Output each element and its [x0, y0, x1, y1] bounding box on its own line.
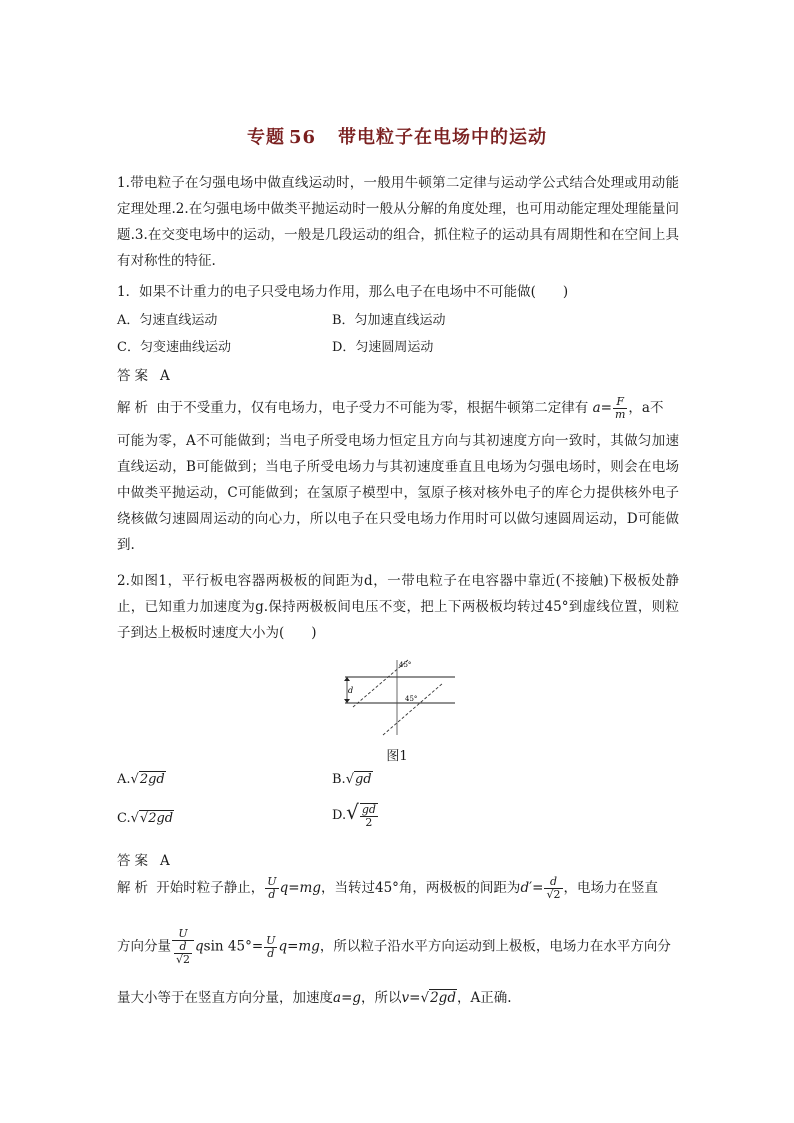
q2-analysis-label: 解析: [117, 880, 152, 896]
q2-analysis-a1: 开始时粒子静止，: [156, 880, 265, 896]
q2-analysis-line1: 解析 开始时粒子静止， $\frac{U}{d}$ q=mg，当转过45°角，两极板的间距为d′= $\frac{d}{√2}$ ，电场力在竖直: [117, 875, 658, 901]
q1-stem: 1．如果不计重力的电子只受电场力作用，那么电子在电场中不可能做( ): [117, 284, 569, 300]
q1-analysis-body: 可能为零，A不可能做到；当电子所受电场力恒定且方向与其初速度方向一致时，其做匀加速直线运动，B可能做到；当电子所受电场力与其初速度垂直且电场为匀强电场时，则会在电场中做类平抛运动，C可能做到；在氢原子模型中，氢原子核对核外电子的库仑力提供核外电子绕核做匀速圆周运动的向心力，所以电子在只受电场力作用时可以做匀速圆周运动，D可能做到.: [117, 433, 679, 553]
q2-option-c-label: C.: [117, 811, 131, 826]
q2-analysis-a5: ，所以粒子沿水平方向运动到上极板，电场力在水平方向分: [319, 938, 671, 955]
q1-analysis-label: 解析: [117, 400, 152, 416]
q1-option-c: C．匀变速曲线运动: [117, 340, 231, 355]
q1-option-d: D．匀速圆周运动: [332, 340, 434, 355]
q2-analysis-a7: ，所以: [361, 990, 402, 1006]
q2-option-b-label: B.: [332, 772, 346, 787]
q2-option-b: B.√gd: [332, 772, 372, 787]
figure-caption: 图1: [386, 749, 408, 764]
formula-f-over-m: $\frac{F}{m}$: [614, 395, 626, 421]
figure-angle-top: 45°: [399, 661, 412, 669]
q2-answer: [117, 849, 170, 869]
q2-option-d: D.√ $\frac{gd}{2}$: [332, 800, 376, 829]
title-number: 56: [288, 127, 317, 148]
q2-analysis-a6: 量大小等于在竖直方向分量，加速度: [117, 990, 333, 1006]
q2-answer-label: 答案: [117, 853, 152, 869]
q1-answer: [117, 364, 170, 384]
q2-option-a: A.√2gd: [117, 772, 165, 787]
q1-answer-label: 答案: [117, 368, 152, 384]
q2-option-a-label: A.: [117, 772, 131, 787]
intro-paragraph: 1.带电粒子在匀强电场中做直线运动时，一般用牛顿第二定律与运动学公式结合处理或用动能定理处理.2.在匀强电场中做类平抛运动时一般从分解的角度处理，也可用动能定理处理能量问题.3.在交变电场中的运动，一般是几段运动的组合，抓住粒子的运动具有周期性和在空间上具有对称性的特征.: [117, 175, 679, 269]
q1-option-a: A．匀速直线运动: [117, 313, 218, 328]
figure-angle-bottom: 45°: [405, 695, 418, 703]
q1-analysis-line1: 解析 由于不受重力，仅有电场力，电子受力不可能为零，根据牛顿第二定律有 a= $\frac{F}{m}$ ，a不: [117, 395, 664, 421]
q2-stem: 2.如图1，平行板电容器两极板的间距为d，一带电粒子在电容器中靠近(不接触)下极板处静止，已知重力加速度为g.保持两极板间电压不变，把上下两极板均转过45°到虚线位置，则粒子到达上极板时速度大小为( ): [117, 573, 679, 641]
q1-analysis-text-b: a不: [641, 400, 664, 416]
q2-option-c: C.√√2gd: [117, 811, 174, 826]
q1-option-b: B．匀加速直线运动: [332, 313, 446, 328]
title-text: 带电粒子在电场中的运动: [338, 127, 548, 148]
q2-analysis-a8: ，A正确.: [456, 990, 512, 1006]
q2-answer-value: A: [160, 853, 170, 869]
q2-analysis-line3: 量大小等于在竖直方向分量，加速度a=g，所以v=√2gd，A正确.: [117, 990, 512, 1006]
q2-analysis-line2: 方向分量 $\frac{U}{\frac{d}{√2}}$ qsin 45°= $\frac{U}{d}$ q=mg，所以粒子沿水平方向运动到上极板，电场力在水平方向分: [117, 927, 671, 966]
q2-analysis-a2: ，当转过45°角，两极板的间距为: [321, 880, 521, 896]
q1-answer-value: A: [160, 368, 170, 384]
q2-option-d-label: D.: [332, 808, 347, 823]
q2-analysis-a4: 方向分量: [117, 938, 171, 955]
page-title: [0, 123, 794, 149]
title-prefix: 专题: [246, 127, 285, 148]
q1-analysis-text-a: 由于不受重力，仅有电场力，电子受力不可能为零，根据牛顿第二定律有: [156, 400, 589, 416]
q2-analysis-a3: ，电场力在竖直: [563, 880, 658, 896]
figure-label-d: d: [348, 686, 354, 695]
capacitor-figure: [333, 655, 463, 740]
